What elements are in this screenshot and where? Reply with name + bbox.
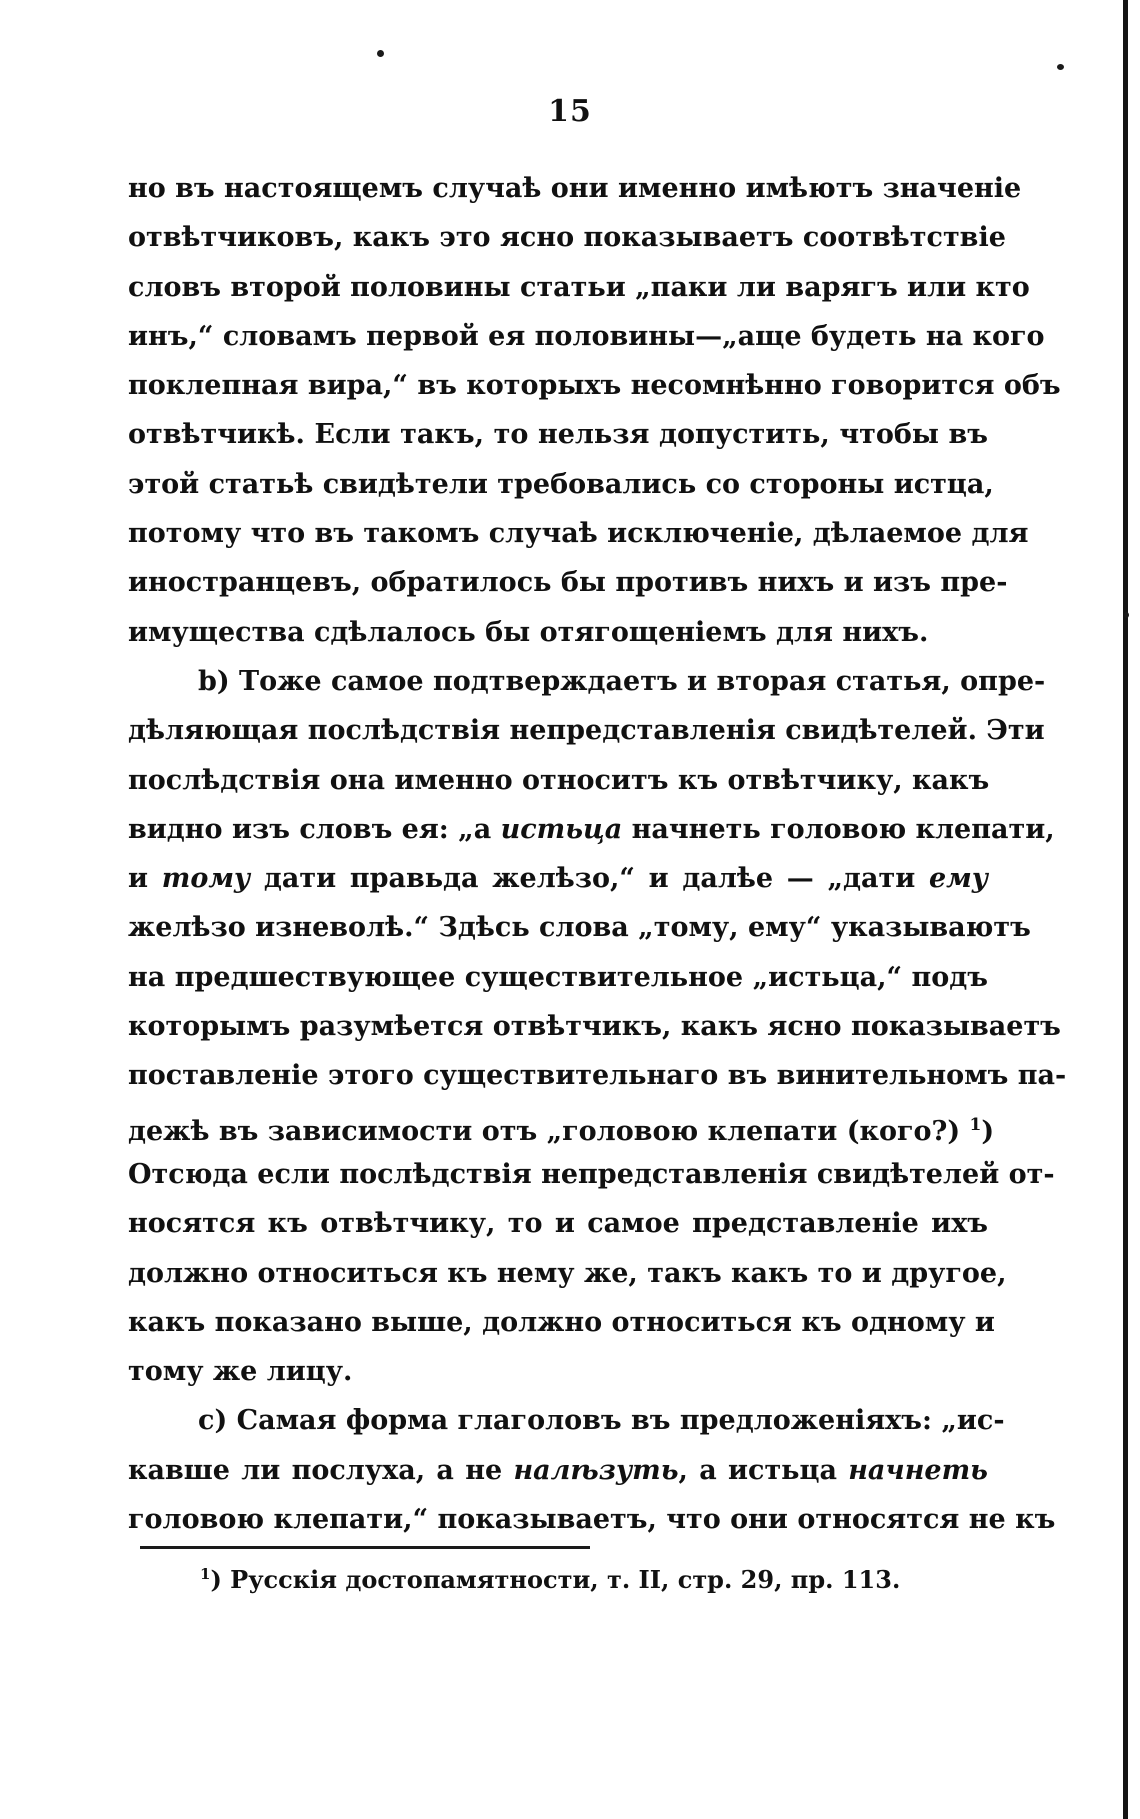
text-line: потому что въ такомъ случаѣ исключеніе, дѣлаемое для <box>128 518 1029 550</box>
page-edge-shadow <box>1123 0 1128 1819</box>
text-run: ) <box>981 1115 995 1147</box>
text-line: дѣляющая послѣдствія непредставленія свидѣтелей. Эти <box>128 715 1045 747</box>
text-line: которымъ разумѣется отвѣтчикъ, какъ ясно показываетъ <box>128 1011 1061 1043</box>
footnote-text: ) Русскія достопамятности, т. II, стр. 29, пр. 113. <box>210 1565 901 1594</box>
text-run: кавше ли послуха, а не <box>128 1454 503 1486</box>
italic-word: тому <box>161 863 251 895</box>
text-line-mixed <box>128 1101 995 1150</box>
text-line: тому же лицу. <box>128 1356 353 1388</box>
text-line: словъ второй половины статьи „паки ли варягъ или кто <box>128 271 1030 303</box>
footnote-marker: 1 <box>200 1565 211 1583</box>
text-line: отвѣтчиковъ, какъ это ясно показываетъ соотвѣтствіе <box>128 222 1006 254</box>
text-line-mixed <box>128 854 988 903</box>
text-line: головою клепати,“ показываетъ, что они относятся не къ <box>128 1504 1056 1536</box>
text-line: послѣдствія она именно относитъ къ отвѣтчику, какъ <box>128 764 990 796</box>
text-line: поставленіе этого существительнаго въ винительномъ па- <box>128 1060 1067 1092</box>
text-line: инъ,“ словамъ первой ея половины—„аще будеть на кого <box>128 320 1045 352</box>
text-line: иностранцевъ, обратилось бы противъ нихъ и изъ пре- <box>128 567 1008 599</box>
text-line-mixed <box>128 1446 988 1495</box>
text-line: должно относиться къ нему же, такъ какъ то и другое, <box>128 1257 1007 1289</box>
text-line: этой статьѣ свидѣтели требовались со стороны истца, <box>128 468 994 500</box>
text-run: дати правьда желѣзо,“ и далѣе — „дати <box>263 863 916 895</box>
italic-word: начнеть <box>848 1454 988 1486</box>
text-line: но въ настоящемъ случаѣ они именно имѣютъ значеніе <box>128 173 1022 204</box>
footnote-divider <box>140 1546 590 1549</box>
text-run: , а истьца <box>678 1454 837 1486</box>
text-line: какъ показано выше, должно относиться къ одному и <box>128 1306 995 1338</box>
page-number: 15 <box>548 94 592 129</box>
italic-word: налѣзуть <box>513 1454 679 1486</box>
text-line: на предшествующее существительное „истьца,“ подъ <box>128 961 988 993</box>
footnote-ref: 1 <box>969 1114 982 1135</box>
text-line: отвѣтчикѣ. Если такъ, то нельзя допустить, чтобы въ <box>128 419 988 451</box>
scan-speck <box>1124 612 1129 618</box>
text-line: имущества сдѣлалось бы отягощеніемъ для нихъ. <box>128 616 929 648</box>
text-run: дежѣ въ зависимости отъ „головою клепати (кого?) <box>128 1115 961 1147</box>
text-line: желѣзо изневолѣ.“ Здѣсь слова „тому, ему“ указываютъ <box>128 912 1031 944</box>
text-line: c) Самая форма глаголовъ въ предложеніяхъ: „ис- <box>198 1405 1005 1437</box>
scan-speck <box>1057 64 1064 70</box>
scan-speck <box>377 50 384 57</box>
text-line: Отсюда если послѣдствія непредставленія свидѣтелей от- <box>128 1158 1055 1190</box>
text-line: поклепная вира,“ въ которыхъ несомнѣнно говорится объ <box>128 370 1061 402</box>
italic-word: ему <box>928 863 988 895</box>
text-run: начнеть головою клепати, <box>631 813 1055 845</box>
text-line-mixed <box>128 805 1055 854</box>
footnote <box>200 1565 1000 1594</box>
italic-word: истьца <box>500 813 623 845</box>
text-line: носятся къ отвѣтчику, то и самое представленіе ихъ <box>128 1208 988 1240</box>
body-text <box>128 164 1067 1544</box>
text-line: b) Тоже самое подтверждаетъ и вторая статья, опре- <box>198 665 1046 697</box>
text-run: видно изъ словъ ея: „а <box>128 813 492 845</box>
text-run: и <box>128 863 149 895</box>
